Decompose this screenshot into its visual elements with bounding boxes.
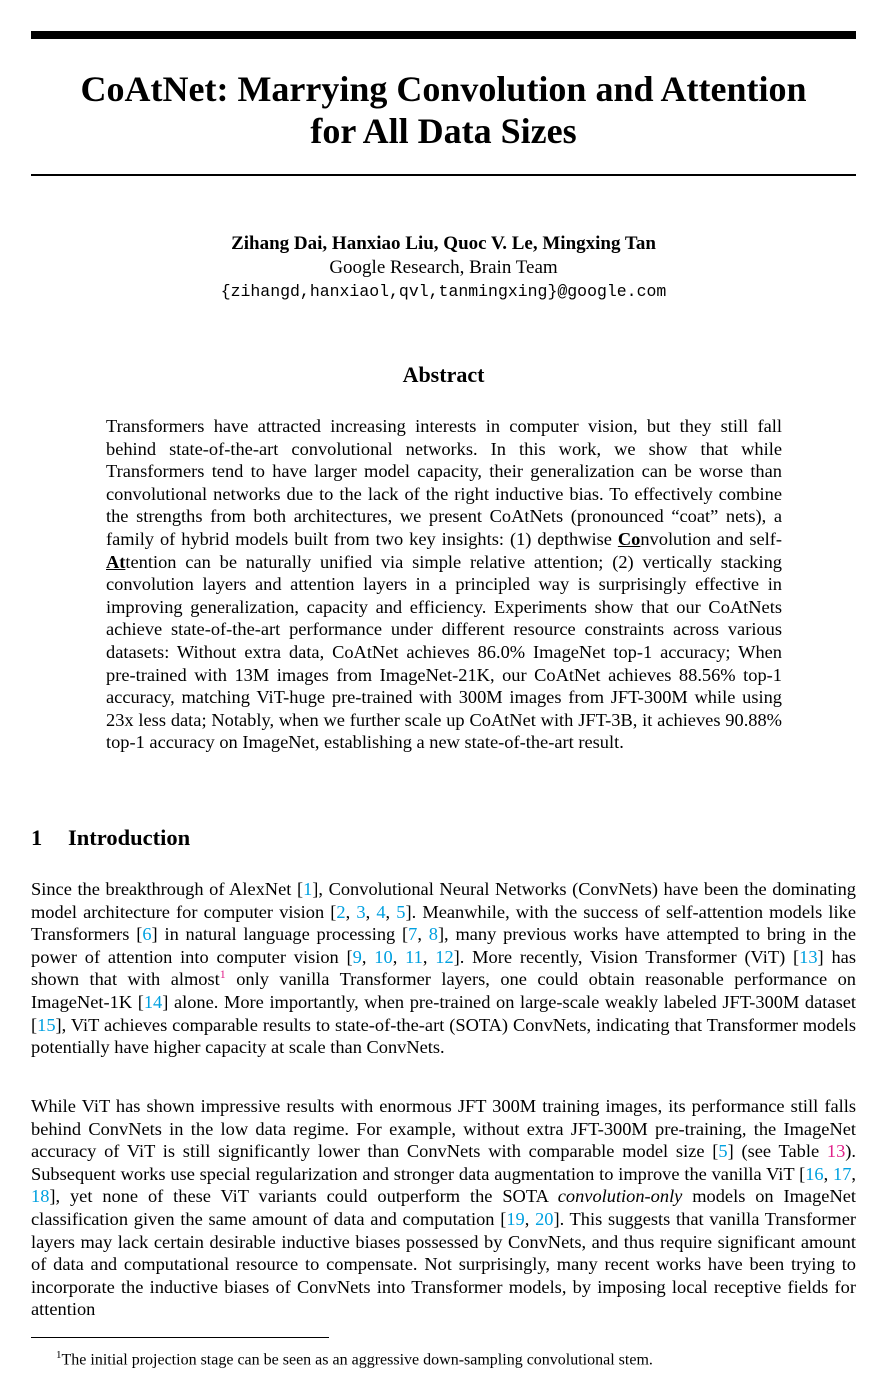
co-highlight: Co <box>617 528 641 549</box>
footnote-number: 1 <box>56 1349 62 1361</box>
text-run: ], yet none of these ViT variants could outperform the SOTA <box>49 1186 558 1207</box>
intro-paragraph-2: While ViT has shown impressive results with enormous JFT 300M training images, its performance still falls behind ConvNets in the low data regime. For example, without extra JFT-300M pre-training, the ImageNet accuracy of ViT is still significantly lower than ConvNets with comparable model size [5] (see Table 13). Subsequent works use special regularization and stronger data augmentation to improve the vanilla ViT [16, 17, 18], yet none of these ViT variants could outperform the SOTA convolution-only models on ImageNet classification given the same amount of data and computation [19, 20]. This suggests that vanilla Transformer layers may lack certain desirable inductive biases possessed by ConvNets, and thus require significant amount of data and computational resource to compensate. Not surprisingly, many recent works have been trying to incorporate the inductive biases of ConvNets into Transformer models, by imposing local receptive fields for attention <box>31 1096 857 1320</box>
emphasis: convolution-only <box>557 1186 683 1207</box>
citation-link[interactable]: 5 <box>718 1141 728 1162</box>
text-run: ], Convolutional Neural Networks (ConvNets) have been the dominating model architecture for computer vision [ <box>31 879 856 922</box>
author-emails: {zihangd,hanxiaol,qvl,tanmingxing}@google.com <box>220 282 667 301</box>
text-run: ] (see Table <box>727 1141 827 1162</box>
abstract-part: nvolution and self- <box>640 528 782 549</box>
text-run: ). Subsequent works use special regularization and stronger data augmentation to improve the vanilla ViT [ <box>31 1141 856 1184</box>
text-run: ], many previous works have attempted to bring in the power of attention into computer vision [ <box>31 924 857 967</box>
text-run: ]. More recently, Vision Transformer (ViT) [ <box>453 946 800 967</box>
citation-link[interactable]: 11 <box>405 946 423 967</box>
abstract-heading: Abstract <box>402 362 485 387</box>
footnote-rule <box>31 1337 329 1338</box>
section-title: Introduction <box>68 825 191 850</box>
title-top-rule <box>31 31 856 39</box>
paper-title <box>31 68 856 152</box>
text-run: ]. This suggests that vanilla Transformer layers may lack certain desirable inductive biases possessed by ConvNets, and thus require significant amount of data and computational resource to compensate. Not surprisingly, many recent works have been trying to incorporate the inductive biases of ConvNets into Transformer models, by imposing local receptive fields for attention <box>31 1208 857 1320</box>
text-run: models on ImageNet classification given the same amount of data and computation [ <box>31 1186 857 1229</box>
title-bottom-rule <box>31 174 856 176</box>
text-run: ] has shown that with almost <box>31 946 857 990</box>
text-run: ], ViT achieves comparable results to state-of-the-art (SOTA) ConvNets, indicating that Transformer models potentially have higher capacity at scale than ConvNets. <box>31 1014 856 1058</box>
citation-link[interactable]: 13 <box>799 946 818 967</box>
abstract-text <box>106 415 782 754</box>
intro-paragraph-1: Since the breakthrough of AlexNet [1], Convolutional Neural Networks (ConvNets) have been the dominating model architecture for computer vision [2, 3, 4, 5]. Meanwhile, with the success of self-attention models like Transformers [6] in natural language processing [7, 8], many previous works have attempted to bring in the power of attention into computer vision [9, 10, 11, 12]. More recently, Vision Transformer (ViT) [13] has shown that with almost$^1$ only vanilla Transformer layers, one could obtain reasonable performance on ImageNet-1K [14] alone. More importantly, when pre-trained on large-scale weakly labeled JFT-300M dataset [15], ViT achieves comparable results to state-of-the-art (SOTA) ConvNets, indicating that Transformer models potentially have higher capacity at scale than ConvNets. <box>31 879 857 1058</box>
citation-link[interactable]: 6 <box>142 924 152 945</box>
section-number: 1 <box>31 825 43 850</box>
citation-link[interactable]: 17 <box>833 1163 852 1184</box>
citation-link[interactable]: 16 <box>805 1163 824 1184</box>
citation-link[interactable]: 10 <box>374 946 393 967</box>
citation-link[interactable]: 3 <box>356 901 366 922</box>
text-run: ] alone. More importantly, when pre-trained on large-scale weakly labeled JFT-300M dataset [ <box>31 991 856 1035</box>
text-run: ]. Meanwhile, with the success of self-attention models like Transformers [ <box>31 901 857 945</box>
citation-link[interactable]: 4 <box>376 901 386 922</box>
section-heading <box>31 823 190 853</box>
text-run: only vanilla Transformer layers, one could obtain reasonable performance on ImageNet-1K [ <box>31 969 856 1012</box>
citation-link[interactable]: 7 <box>408 924 418 945</box>
citation-link[interactable]: 18 <box>31 1186 50 1207</box>
author-names: Zihang Dai, Hanxiao Liu, Quoc V. Le, Mingxing Tan <box>231 233 656 254</box>
affiliation: Google Research, Brain Team <box>329 257 558 278</box>
citation-link[interactable]: 15 <box>37 1014 56 1035</box>
footnote-marker[interactable]: 1 <box>219 967 226 982</box>
citation-link[interactable]: 9 <box>352 946 362 967</box>
citation-link[interactable]: 8 <box>428 924 438 945</box>
text-run: ] in natural language processing [ <box>151 924 409 945</box>
footnote <box>56 1344 653 1371</box>
title-line-1: CoAtNet: Marrying Convolution and Attention <box>80 69 807 109</box>
footnote-text: The initial projection stage can be seen as an aggressive down-sampling convolutional stem. <box>61 1351 653 1369</box>
abstract-part: tention can be naturally unified via simple relative attention; (2) vertically stacking convolution layers and attention layers in a principled way is surprisingly effective in improving generalization, capacity and efficiency. Experiments show that our CoAtNets achieve state-of-the-art performance under different resource constraints across various datasets: Without extra data, CoAtNet achieves 86.0% ImageNet top-1 accuracy; When pre-trained with 13M images from ImageNet-21K, our CoAtNet achieves 88.56% top-1 accuracy, matching ViT-huge pre-trained with 300M images from JFT-300M while using 23x less data; Notably, when we further scale up CoAtNet with JFT-3B, it achieves 90.88% top-1 accuracy on ImageNet, establishing a new state-of-the-art result. <box>106 551 782 753</box>
citation-link[interactable]: 14 <box>143 991 163 1012</box>
at-highlight: At <box>106 551 126 572</box>
citation-link[interactable]: 20 <box>535 1208 554 1229</box>
text-run: While ViT has shown impressive results with enormous JFT 300M training images, its performance still falls behind ConvNets in the low data regime. For example, without extra JFT-300M pre-training, the ImageNet accuracy of ViT is still significantly lower than ConvNets with comparable model size [ <box>31 1096 856 1162</box>
author-block <box>31 231 856 305</box>
text-run: Since the breakthrough of AlexNet [ <box>31 879 304 899</box>
citation-link[interactable]: 12 <box>435 946 454 967</box>
table-reference-link[interactable]: 13 <box>826 1141 846 1162</box>
citation-link[interactable]: 1 <box>303 879 313 899</box>
citation-link[interactable]: 2 <box>336 901 346 922</box>
citation-link[interactable]: 5 <box>396 901 406 922</box>
abstract-part: Transformers have attracted increasing interests in computer vision, but they still fall behind state-of-the-art convolutional networks. In this work, we show that while Transformers tend to have larger model capacity, their generalization can be worse than convolutional networks due to the lack of the right inductive bias. To effectively combine the strengths from both architectures, we present CoAtNets (pronounced “coat” nets), a family of hybrid models built from two key insights: (1) depthwise <box>106 416 782 549</box>
title-line-2: for All Data Sizes <box>310 111 577 151</box>
citation-link[interactable]: 19 <box>506 1208 525 1229</box>
